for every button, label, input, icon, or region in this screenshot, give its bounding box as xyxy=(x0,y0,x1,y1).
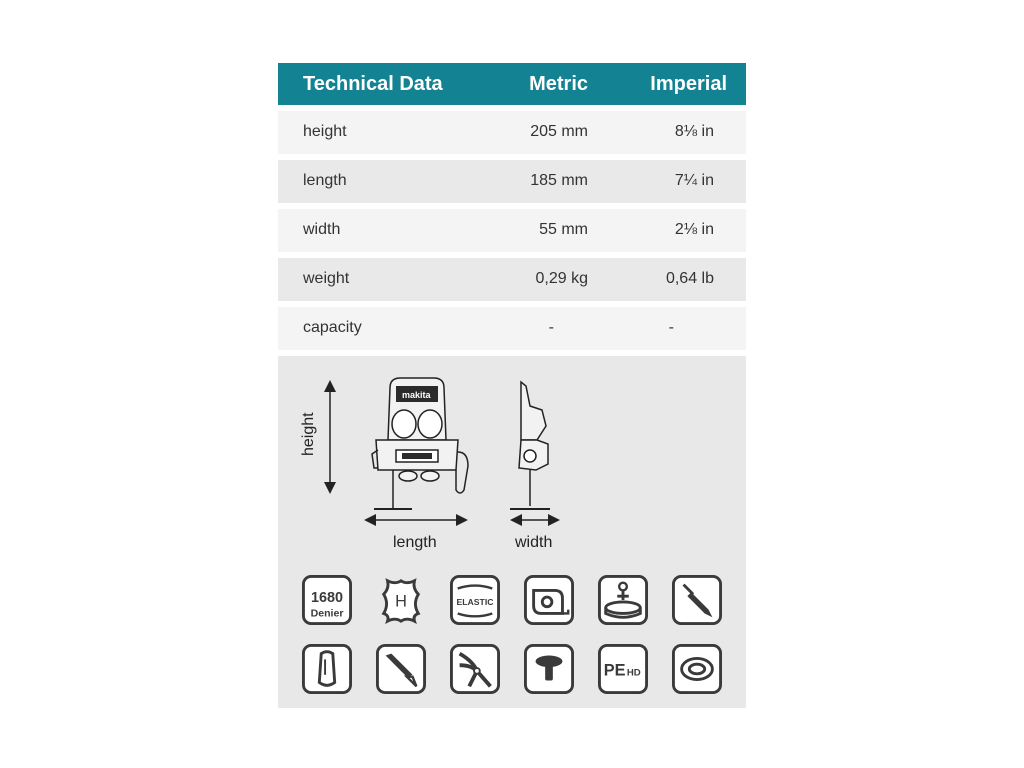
row-metric: 205 mm xyxy=(530,123,588,140)
denier-number: 1680 xyxy=(310,589,344,606)
row-imperial: - xyxy=(668,319,674,336)
elastic-word: ELASTIC xyxy=(456,596,494,607)
leather-letter: H xyxy=(395,592,407,611)
ring-icon xyxy=(672,644,722,694)
row-metric: - xyxy=(548,319,554,336)
header-imperial: Imperial xyxy=(650,73,727,95)
brand-logo: makita xyxy=(402,390,431,400)
row-label: length xyxy=(303,172,347,189)
pliers-icon xyxy=(450,644,500,694)
belt-button-icon xyxy=(524,644,574,694)
1680-denier-icon xyxy=(302,575,352,625)
header-technical-data: Technical Data xyxy=(303,73,443,95)
technical-data-sheet xyxy=(278,63,746,708)
table-row xyxy=(278,307,746,350)
row-imperial: 0,64 lb xyxy=(665,270,714,287)
carabiner-icon xyxy=(302,644,352,694)
table-row xyxy=(278,111,746,154)
table-row xyxy=(278,160,746,203)
row-imperial: 7¼ in xyxy=(674,172,714,189)
table-header xyxy=(278,63,746,105)
row-metric: 55 mm xyxy=(539,221,588,238)
row-label: width xyxy=(303,221,341,238)
denier-word: Denier xyxy=(310,607,344,620)
row-imperial: 8⅛ in xyxy=(674,123,714,140)
row-label: capacity xyxy=(303,319,362,336)
utility-knife-icon xyxy=(376,644,426,694)
height-label: height xyxy=(300,412,317,456)
row-label: height xyxy=(303,123,347,140)
product-illustration-panel xyxy=(278,356,746,708)
row-metric: 185 mm xyxy=(530,172,588,189)
screwdriver-icon xyxy=(672,575,722,625)
row-imperial: 2⅛ in xyxy=(674,221,714,238)
table-row xyxy=(278,209,746,252)
pe-sub: HD xyxy=(626,667,641,679)
pe-hd-icon xyxy=(598,644,648,694)
row-label: weight xyxy=(303,270,350,287)
leather-icon xyxy=(376,575,426,625)
tape-measure-icon xyxy=(524,575,574,625)
pe-main: PE xyxy=(603,661,626,680)
side-view-drawing xyxy=(510,382,550,509)
elastic-icon xyxy=(450,575,500,625)
table-row xyxy=(278,258,746,301)
width-label: width xyxy=(515,534,553,551)
header-metric: Metric xyxy=(529,73,588,95)
hammer-holder-icon xyxy=(598,575,648,625)
row-metric: 0,29 kg xyxy=(535,270,588,287)
length-label: length xyxy=(393,534,437,551)
